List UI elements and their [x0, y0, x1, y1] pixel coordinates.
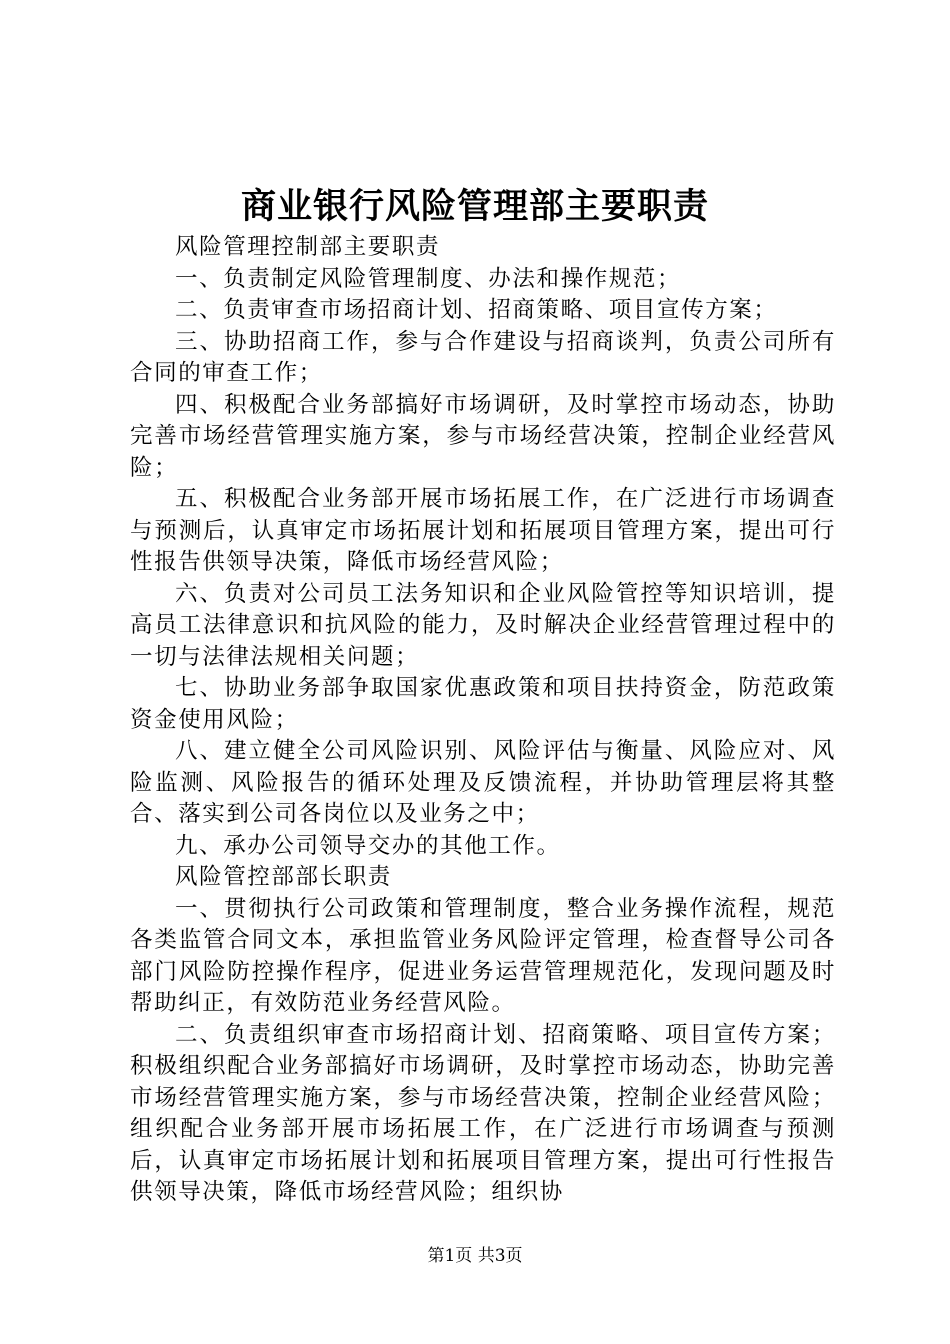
document-body: [130, 232, 836, 1209]
page-footer: 第1页 共3页: [427, 1246, 523, 1266]
paragraph: 风险管理控制部主要职责: [175, 234, 441, 260]
paragraph: 八、建立健全公司风险识别、风险评估与衡量、风险应对、风险监测、风险报告的循环处理及反馈流程，并协助管理层将其整合、落实到公司各岗位以及业务之中；: [130, 738, 836, 827]
paragraph: 五、积极配合业务部开展市场拓展工作，在广泛进行市场调查与预测后，认真审定市场拓展计划和拓展项目管理方案，提出可行性报告供领导决策，降低市场经营风险；: [130, 486, 836, 575]
paragraph: 九、承办公司领导交办的其他工作。: [175, 832, 561, 859]
paragraph: 六、负责对公司员工法务知识和企业风险管控等知识培训，提高员工法律意识和抗风险的能力，及时解决企业经营管理过程中的一切与法律法规相关问题；: [130, 580, 836, 670]
paragraph: 四、积极配合业务部搞好市场调研，及时掌控市场动态，协助完善市场经营管理实施方案，参与市场经营决策，控制企业经营风险；: [130, 391, 836, 481]
paragraph: 风险管控部部长职责: [175, 864, 392, 890]
paragraph: 一、负责制定风险管理制度、办法和操作规范；: [175, 265, 682, 292]
paragraph: 三、协助招商工作，参与合作建设与招商谈判，负责公司所有合同的审查工作；: [130, 328, 836, 386]
paragraph: 二、负责组织审查市场招商计划、招商策略、项目宣传方案；积极组织配合业务部搞好市场调研，及时掌控市场动态，协助完善市场经营管理实施方案，参与市场经营决策，控制企业经营风险；组织配合业务部开展市场拓展工作，在广泛进行市场调查与预测后，认真审定市场拓展计划和拓展项目管理方案，提出可行性报告供领导决策，降低市场经营风险；组织协: [130, 1021, 836, 1205]
document-title: 商业银行风险管理部主要职责: [240, 186, 709, 227]
paragraph: 一、贯彻执行公司政策和管理制度，整合业务操作流程，规范各类监管合同文本，承担监管业务风险评定管理，检查督导公司各部门风险防控操作程序，促进业务运营管理规范化，发现问题及时帮助纠正，有效防范业务经营风险。: [130, 895, 836, 1016]
paragraph: 二、负责审查市场招商计划、招商策略、项目宣传方案；: [175, 297, 778, 323]
paragraph: 七、协助业务部争取国家优惠政策和项目扶持资金，防范政策资金使用风险；: [130, 675, 836, 733]
